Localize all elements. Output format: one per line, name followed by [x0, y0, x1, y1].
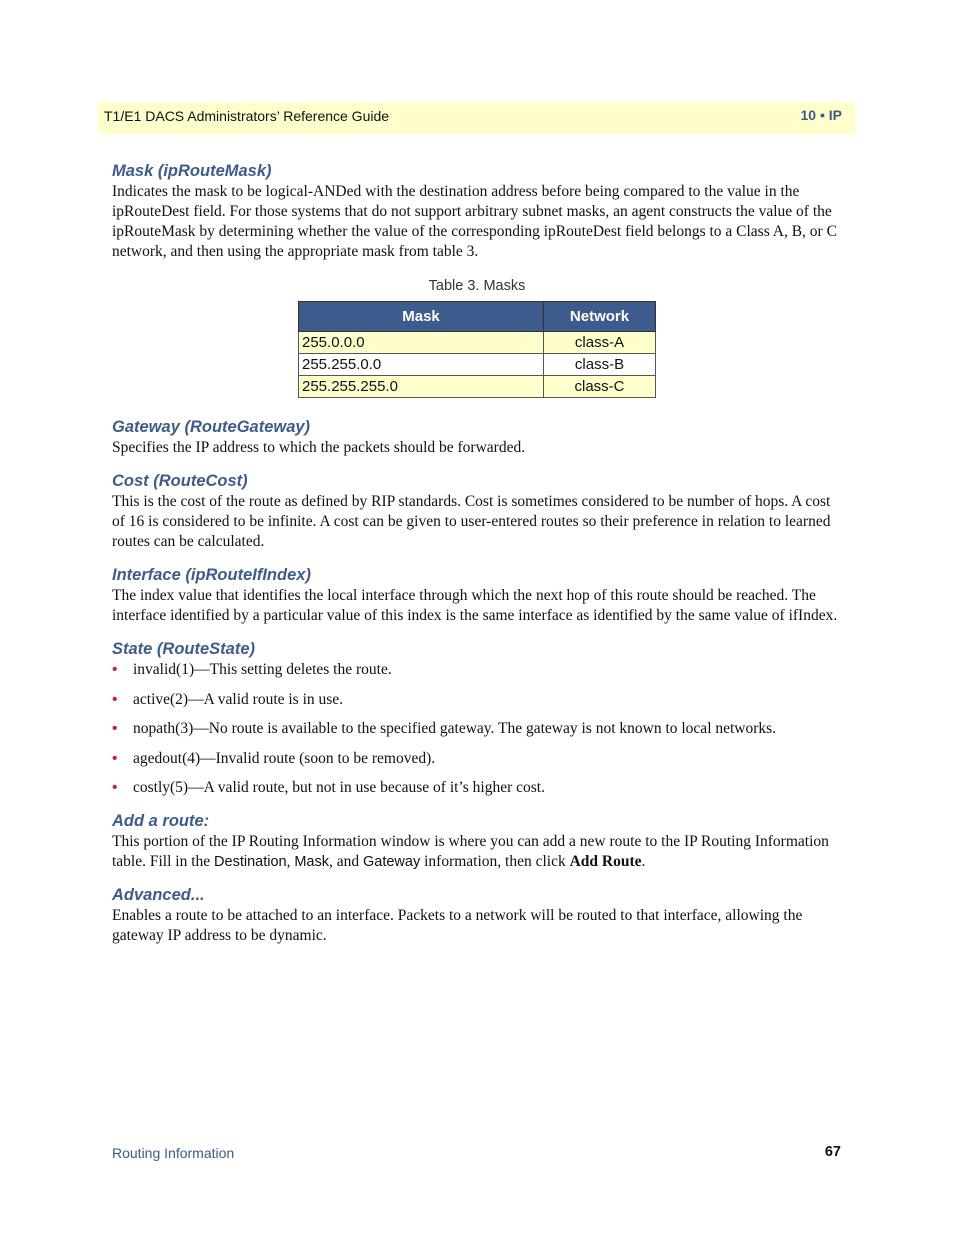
network-cell: class-B	[544, 354, 656, 376]
mask-cell: 255.0.0.0	[299, 332, 544, 354]
text-run: ,	[286, 853, 295, 870]
text-run: , and	[328, 853, 363, 870]
list-item	[112, 778, 842, 798]
paragraph-mask: Indicates the mask to be logical-ANDed with the destination address before being compared to the value in the ipRouteDest field. For those systems that do not support arbitrary subnet masks, an agent constructs the value of the ipRouteMask by determining whether the value of the corresponding ipRouteDest field belongs to a Class A, B, or C network, and then using the appropriate mask from table 3.	[112, 183, 837, 260]
heading-gateway: Gateway (RouteGateway)	[112, 418, 311, 436]
section-advanced	[112, 884, 842, 946]
section-gateway	[112, 416, 842, 458]
heading-advanced: Advanced...	[112, 886, 205, 904]
page-content	[112, 160, 842, 958]
paragraph-interface: The index value that identifies the local interface through which the next hop of this route should be reached. The interface identified by a particular value of this index is the same interface as identified by the same value of ifIndex.	[112, 587, 838, 624]
text-run: This portion of the IP Routing Information window is where you can add a new route to the IP Routing Information table. Fill in the	[112, 833, 829, 870]
heading-cost: Cost (RouteCost)	[112, 472, 248, 490]
list-item	[112, 719, 842, 739]
header-chapter: 10 • IP	[800, 107, 842, 123]
bullet-icon: •	[112, 720, 118, 737]
network-cell: class-A	[544, 332, 656, 354]
text-run: information, then click	[420, 853, 570, 870]
table-row	[299, 354, 656, 376]
section-add-route	[112, 810, 842, 872]
list-item	[112, 660, 842, 680]
list-item-text: agedout(4)—Invalid route (soon to be removed).	[133, 749, 436, 767]
section-interface	[112, 564, 842, 626]
footer-page-number: 67	[824, 1144, 841, 1160]
state-list	[112, 660, 842, 798]
bullet-icon: •	[112, 690, 118, 708]
paragraph-cost: This is the cost of the route as defined by RIP standards. Cost is sometimes considered to be number of hops. A cost of 16 is considered to be infinite. A cost can be given to user-entered routes so their preference in relation to learned routes can be calculated.	[112, 493, 831, 550]
list-item-text: active(2)—A valid route is in use.	[133, 690, 344, 708]
mask-cell: 255.255.255.0	[299, 376, 544, 398]
column-header-network: Network	[544, 302, 656, 332]
heading-interface: Interface (ipRouteIfIndex)	[112, 566, 311, 584]
list-item-text: nopath(3)—No route is available to the specified gateway. The gateway is not known to local networks.	[133, 720, 777, 737]
table-caption: Table 3. Masks	[428, 278, 526, 294]
field-name-gateway: Gateway	[363, 854, 421, 870]
bullet-icon: •	[112, 779, 118, 796]
heading-state: State (RouteState)	[112, 640, 256, 658]
list-item	[112, 690, 842, 710]
paragraph-add-route	[112, 832, 842, 872]
table-row	[299, 376, 656, 398]
running-header	[98, 102, 855, 134]
column-header-mask: Mask	[299, 302, 544, 332]
field-name-mask: Mask	[294, 854, 329, 870]
paragraph-gateway: Specifies the IP address to which the packets should be forwarded.	[112, 439, 526, 456]
list-item	[112, 749, 842, 769]
field-name-destination: Destination	[214, 854, 287, 870]
list-item-text: invalid(1)—This setting deletes the route.	[133, 661, 392, 678]
header-title: T1/E1 DACS Administrators’ Reference Guide	[104, 108, 390, 124]
table-header-row	[299, 302, 656, 332]
section-state	[112, 638, 842, 798]
table-row	[299, 332, 656, 354]
bullet-icon: •	[112, 749, 118, 767]
list-item-text: costly(5)—A valid route, but not in use because of it’s higher cost.	[133, 779, 545, 796]
heading-mask: Mask (ipRouteMask)	[112, 162, 272, 180]
heading-add-route: Add a route:	[112, 812, 210, 830]
text-run: .	[641, 853, 646, 870]
button-name-add-route: Add Route	[569, 853, 642, 870]
section-cost	[112, 470, 842, 552]
network-cell: class-C	[544, 376, 656, 398]
masks-table	[298, 301, 656, 398]
paragraph-advanced: Enables a route to be attached to an interface. Packets to a network will be routed to that interface, allowing the gateway IP address to be dynamic.	[112, 907, 803, 944]
footer-section-name: Routing Information	[112, 1145, 235, 1161]
bullet-icon: •	[112, 661, 118, 678]
mask-cell: 255.255.0.0	[299, 354, 544, 376]
section-mask	[112, 160, 842, 262]
